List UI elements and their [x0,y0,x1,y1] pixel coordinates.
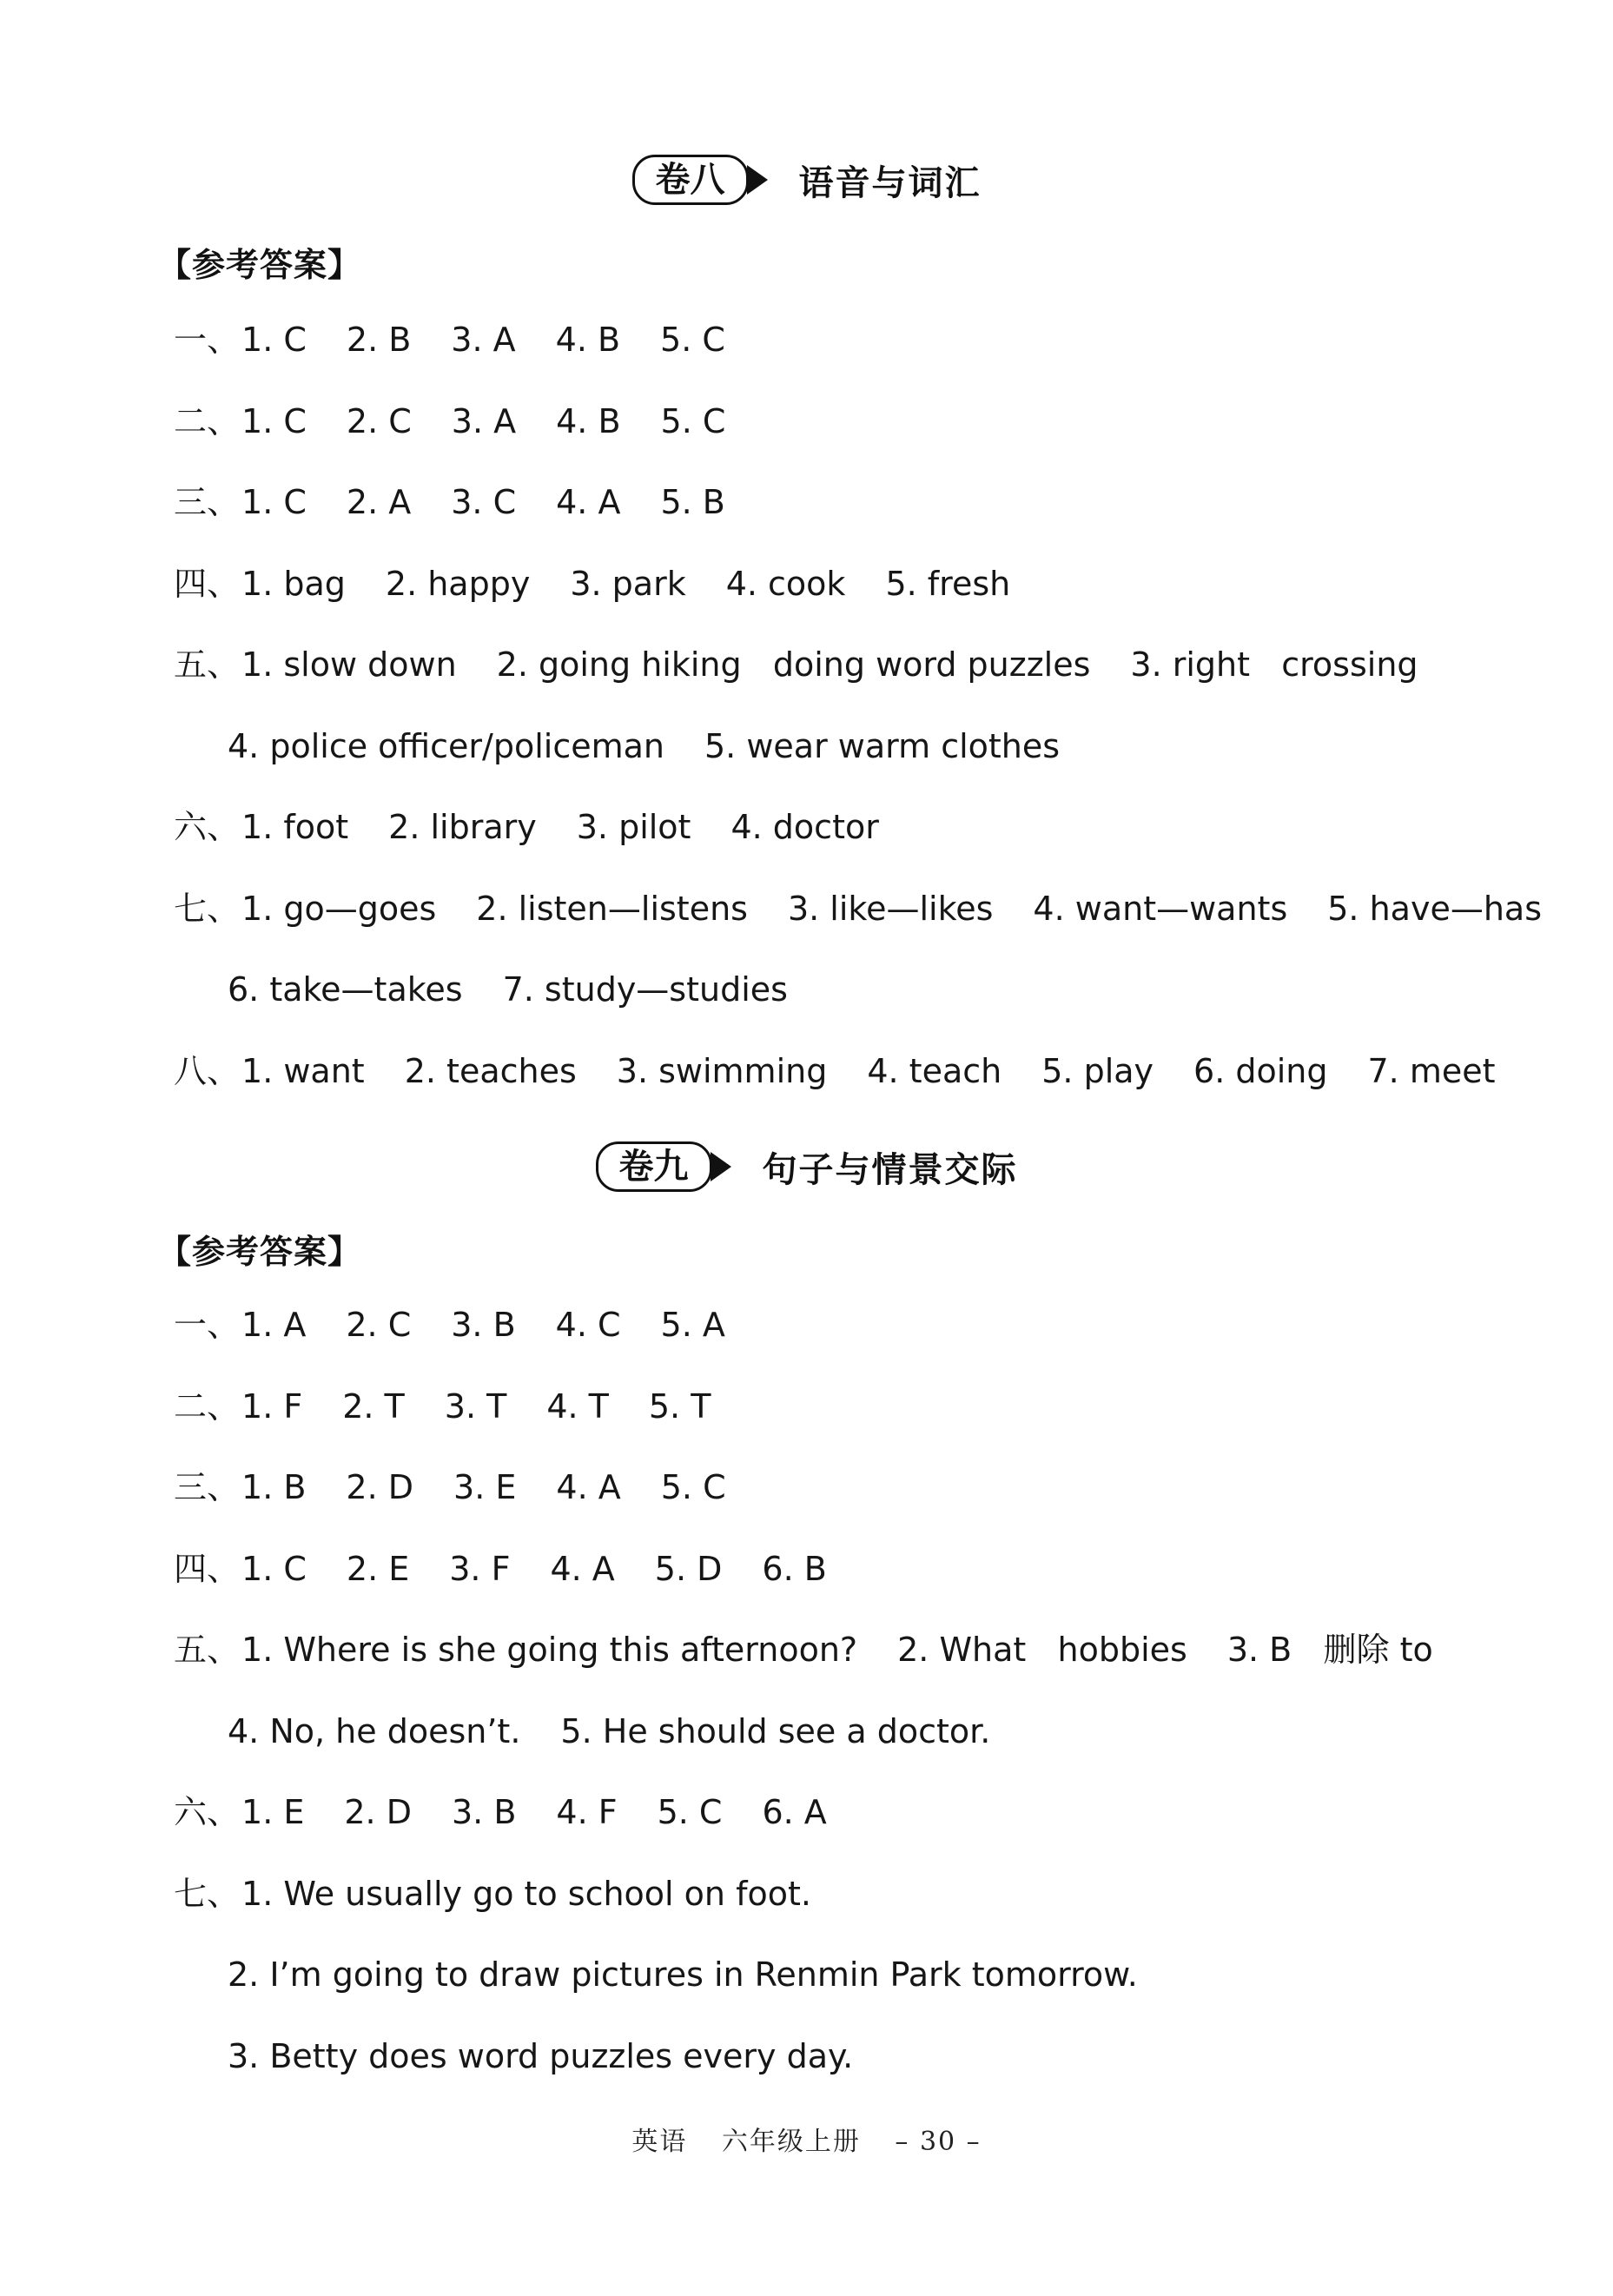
answer-row [174,1549,827,1589]
answer-item: 2. D [346,1468,414,1506]
answer-item: 2. D [344,1793,412,1831]
answer-item: 3. T [444,1386,507,1426]
answer-item: 5. C [660,1468,726,1506]
answer-item: 2. A [346,483,412,521]
answer-item: 3. B [451,1306,516,1344]
answer-item: 3. C [451,483,517,521]
answer-item: 5. C [660,401,726,440]
question-number: 一、 [174,1306,241,1344]
play-arrow-icon [711,1152,731,1181]
question-number: 七、 [174,889,241,928]
answer-item: 4. C [555,1306,621,1344]
answer-item: 4. A [556,483,621,521]
answer-item: 1. Where is she going this afternoon? [241,1631,858,1669]
answer-item: 5. A [660,1306,725,1344]
answer-item: 3. A [451,321,516,359]
answer-row [174,1792,827,1832]
section-8-header [0,155,1613,205]
answer-item: 4. doctor [730,808,879,846]
answer-item: 3. A [451,401,517,440]
answer-item: 4. cook [725,564,846,603]
question-number: 四、 [174,564,241,603]
answer-item: 4. police officer/policeman [228,726,664,765]
section-9-header [0,1141,1613,1192]
play-arrow-icon [747,165,768,195]
question-number: 八、 [174,1051,241,1090]
answer-item: 6. B [762,1549,827,1588]
answer-row [228,969,788,1009]
answer-item: 1. slow down [241,645,457,684]
question-number: 二、 [174,1386,241,1426]
answer-item: 5. He should see a doctor. [560,1711,991,1750]
page-footer [0,2120,1613,2158]
answer-item: 5. have—has [1327,889,1542,928]
answer-item: 4. No, he doesn’t. [228,1711,521,1750]
answer-item: 1. bag [241,564,346,603]
answer-item: 5. B [660,483,725,521]
answer-item: 1. want [241,1051,365,1090]
answer-item: 2. B [346,321,412,359]
footer-page-number: – 30 – [895,2127,982,2157]
answer-item: 1. foot [241,808,349,846]
answer-item: 1. A [241,1306,307,1344]
answer-item: 3. swimming [616,1051,828,1090]
answer-item: 4. teach [867,1051,1002,1090]
answer-row [228,1955,1138,1995]
question-number: 六、 [174,1793,241,1831]
answer-item: 3. right crossing [1130,645,1418,684]
answer-item: 3. E [453,1468,517,1506]
answer-row [174,482,725,522]
section-9-title: 句子与情景交际 [762,1148,1018,1190]
answer-item: 3. pilot [576,808,691,846]
answer-item: 3. B 删除 to [1226,1631,1433,1669]
answer-item: 6. take—takes [228,970,463,1009]
answer-item: 5. fresh [885,564,1011,603]
answer-item: 1. go—goes [241,889,437,928]
answer-item: 3. park [570,564,686,603]
answer-item: 5. C [657,1793,723,1831]
answer-row [174,564,1010,604]
answer-item: 2. What hobbies [897,1631,1187,1669]
answer-item: 7. meet [1367,1051,1496,1090]
answer-row [228,1711,990,1751]
answer-item: 6. A [762,1793,827,1831]
answer-row [228,726,1060,766]
answer-item: 1. C [241,321,307,359]
answer-item: 5. T [648,1386,711,1426]
question-number: 五、 [174,645,241,684]
answer-item: 4. B [555,321,621,359]
answer-item: 1. E [241,1793,305,1831]
answer-item: 1. C [241,483,307,521]
section-9-badge-label: 卷九 [596,1141,712,1192]
answer-item: 1. C [241,401,307,440]
question-number: 五、 [174,1631,241,1669]
answer-row [174,1630,1433,1670]
answer-item: 1. We usually go to school on foot. [241,1874,811,1913]
answer-row [174,1386,711,1426]
answer-item: 6. doing [1193,1051,1328,1090]
answer-item: 2. C [346,401,412,440]
answer-item: 3. like—likes [787,889,994,928]
question-number: 四、 [174,1549,241,1588]
question-number: 三、 [174,483,241,521]
section-9-answer-label: 【参考答案】 [158,1233,362,1271]
section-8-badge-label: 卷八 [632,155,749,205]
answer-item: 2. teaches [404,1051,577,1090]
answer-item: 5. C [660,321,725,359]
question-number: 六、 [174,808,241,846]
answer-item: 4. A [550,1549,615,1588]
answer-item: 4. A [556,1468,621,1506]
answer-item: 3. Betty does word puzzles every day. [228,2036,854,2075]
answer-row [174,1051,1496,1091]
answer-item: 2. T [342,1386,405,1426]
answer-row [228,2036,853,2076]
answer-row [174,401,725,441]
section-8-answer-label: 【参考答案】 [158,246,362,284]
answer-item: 4. B [556,401,621,440]
answer-item: 2. happy [385,564,531,603]
answer-item: 5. D [654,1549,723,1588]
answer-item: 5. wear warm clothes [704,726,1061,765]
section-8-title: 语音与词汇 [798,162,982,203]
question-number: 一、 [174,321,241,359]
question-number: 七、 [174,1874,241,1913]
answer-item: 1. C [241,1549,307,1588]
answer-item: 2. C [346,1306,412,1344]
question-number: 二、 [174,401,241,440]
answer-row [174,320,725,360]
answer-row [174,1305,725,1345]
answer-item: 2. going hiking doing word puzzles [496,645,1091,684]
answer-item: 1. B [241,1468,307,1506]
answer-item: 2. E [346,1549,410,1588]
question-number: 三、 [174,1468,241,1506]
answer-item: 2. listen—listens [476,889,748,928]
answer-item: 5. play [1041,1051,1154,1090]
answer-row [174,645,1418,685]
answer-item: 7. study—studies [502,970,788,1009]
answer-item: 4. T [546,1386,609,1426]
footer-grade: 六年级上册 [721,2127,861,2157]
section-8-badge [632,155,768,205]
answer-item: 2. library [388,808,537,846]
footer-subject: 英语 [631,2127,688,2157]
answer-row [174,1467,726,1507]
answer-item: 4. want—wants [1033,889,1288,928]
answer-row [174,807,879,847]
answer-row [174,889,1542,929]
answer-row [174,1874,811,1914]
answer-item: 3. F [449,1549,511,1588]
section-9-badge [596,1141,731,1192]
answer-item: 4. F [556,1793,618,1831]
answer-item: 2. I’m going to draw pictures in Renmin Park tomorrow. [228,1955,1138,1994]
answer-item: 3. B [451,1793,517,1831]
answer-item: 1. F [241,1386,303,1426]
